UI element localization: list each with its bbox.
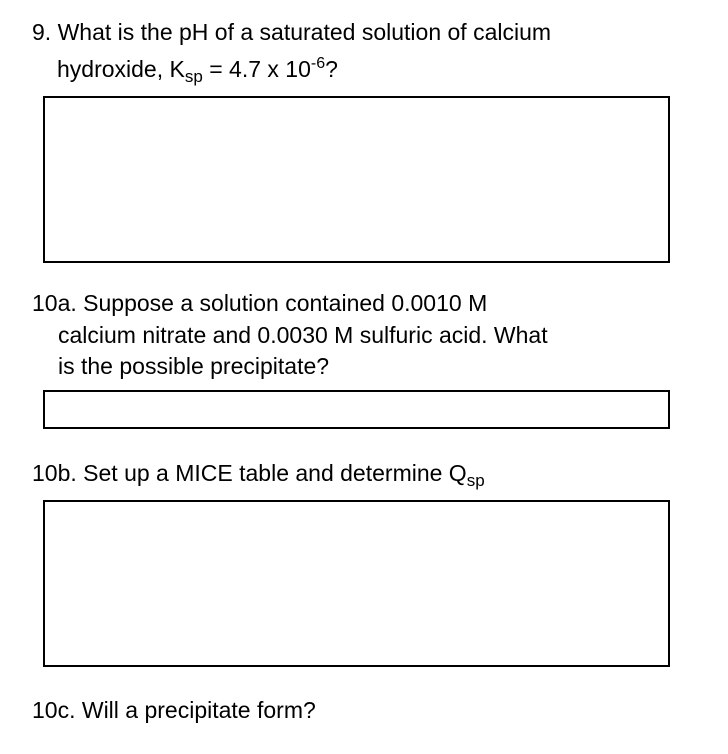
q10a-line-1: 10a. Suppose a solution contained 0.0010 M bbox=[32, 290, 488, 316]
question-mark: ? bbox=[325, 56, 338, 82]
q10b-answer-box[interactable] bbox=[43, 500, 670, 667]
q10b-line bbox=[32, 459, 485, 495]
q10a-line-2: calcium nitrate and 0.0030 M sulfuric acid. What bbox=[58, 322, 548, 348]
ksp-subscript: sp bbox=[184, 67, 203, 86]
q9-value: = 4.7 x 10 bbox=[202, 56, 311, 82]
q9-answer-box[interactable] bbox=[43, 96, 670, 263]
q10a-line-3: is the possible precipitate? bbox=[58, 353, 330, 379]
q9-text: hydroxide, K bbox=[57, 56, 185, 82]
q9-line-2 bbox=[57, 50, 338, 91]
q10b-text: 10b. Set up a MICE table and determine Q bbox=[32, 460, 467, 486]
q9-line-1: 9. What is the pH of a saturated solution of calcium bbox=[32, 19, 552, 45]
q10a-answer-box[interactable] bbox=[43, 390, 670, 429]
exponent: -6 bbox=[310, 55, 326, 72]
q10c-line: 10c. Will a precipitate form? bbox=[32, 697, 316, 723]
qsp-subscript: sp bbox=[466, 471, 485, 490]
